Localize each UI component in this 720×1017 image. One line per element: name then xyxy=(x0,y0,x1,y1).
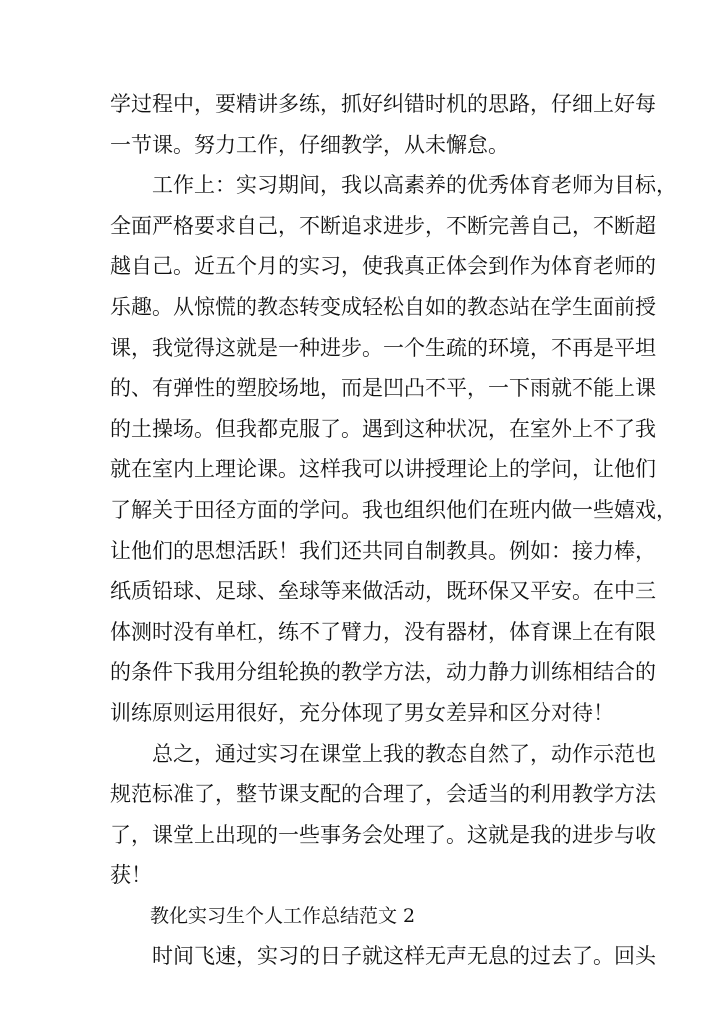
paragraph-line: 学过程中，要精讲多练，抓好纠错时机的思路，仔细上好每 xyxy=(110,92,656,116)
paragraph-line: 让他们的思想活跃！我们还共同自制教具。例如：接力棒， xyxy=(110,538,656,563)
paragraph-line: 就在室内上理论课。这样我可以讲授理论上的学问，让他们 xyxy=(110,457,656,482)
paragraph-line: 的土操场。但我都克服了。遇到这种状况，在室外上不了我 xyxy=(110,416,656,441)
paragraph-line: 课，我觉得这就是一种进步。一个生疏的环境，不再是平坦 xyxy=(110,335,656,360)
paragraph-line: 的条件下我用分组轮换的教学方法，动力静力训练相结合的 xyxy=(110,660,656,685)
paragraph-line: 越自己。近五个月的实习，使我真正体会到作为体育老师的 xyxy=(110,254,656,279)
paragraph-line: 了解关于田径方面的学问。我也组织他们在班内做一些嬉戏， xyxy=(110,497,677,522)
paragraph-line: 全面严格要求自己，不断追求进步，不断完善自己，不断超 xyxy=(110,213,656,238)
paragraph-line: 了，课堂上出现的一些事务会处理了。这就是我的进步与收 xyxy=(110,822,656,847)
document-body xyxy=(110,84,677,977)
paragraph-line: 一节课。努力工作，仔细教学，从未懈怠。 xyxy=(110,132,509,157)
paragraph-line: 乐趣。从惊慌的教态转变成轻松自如的教态站在学生面前授 xyxy=(110,294,656,319)
paragraph-line: 纸质铅球、足球、垒球等来做活动，既环保又平安。在中三 xyxy=(110,579,656,604)
section-heading: 教化实习生个人工作总结范文 2 xyxy=(150,904,416,927)
paragraph-line: 体测时没有单杠，练不了臂力，没有器材，体育课上在有限 xyxy=(110,619,656,644)
paragraph-line: 总之，通过实习在课堂上我的教态自然了，动作示范也 xyxy=(152,741,656,766)
paragraph-line: 训练原则运用很好，充分体现了男女差异和区分对待！ xyxy=(110,700,614,725)
paragraph-line: 规范标准了，整节课支配的合理了，会适当的利用教学方法 xyxy=(110,782,656,807)
paragraph-line: 的、有弹性的塑胶场地，而是凹凸不平，一下雨就不能上课 xyxy=(110,376,656,401)
paragraph-line: 时间飞速，实习的日子就这样无声无息的过去了。回头 xyxy=(152,944,656,969)
paragraph-line: 工作上：实习期间，我以高素养的优秀体育老师为目标， xyxy=(152,173,677,198)
paragraph-line: 获！ xyxy=(110,863,152,888)
